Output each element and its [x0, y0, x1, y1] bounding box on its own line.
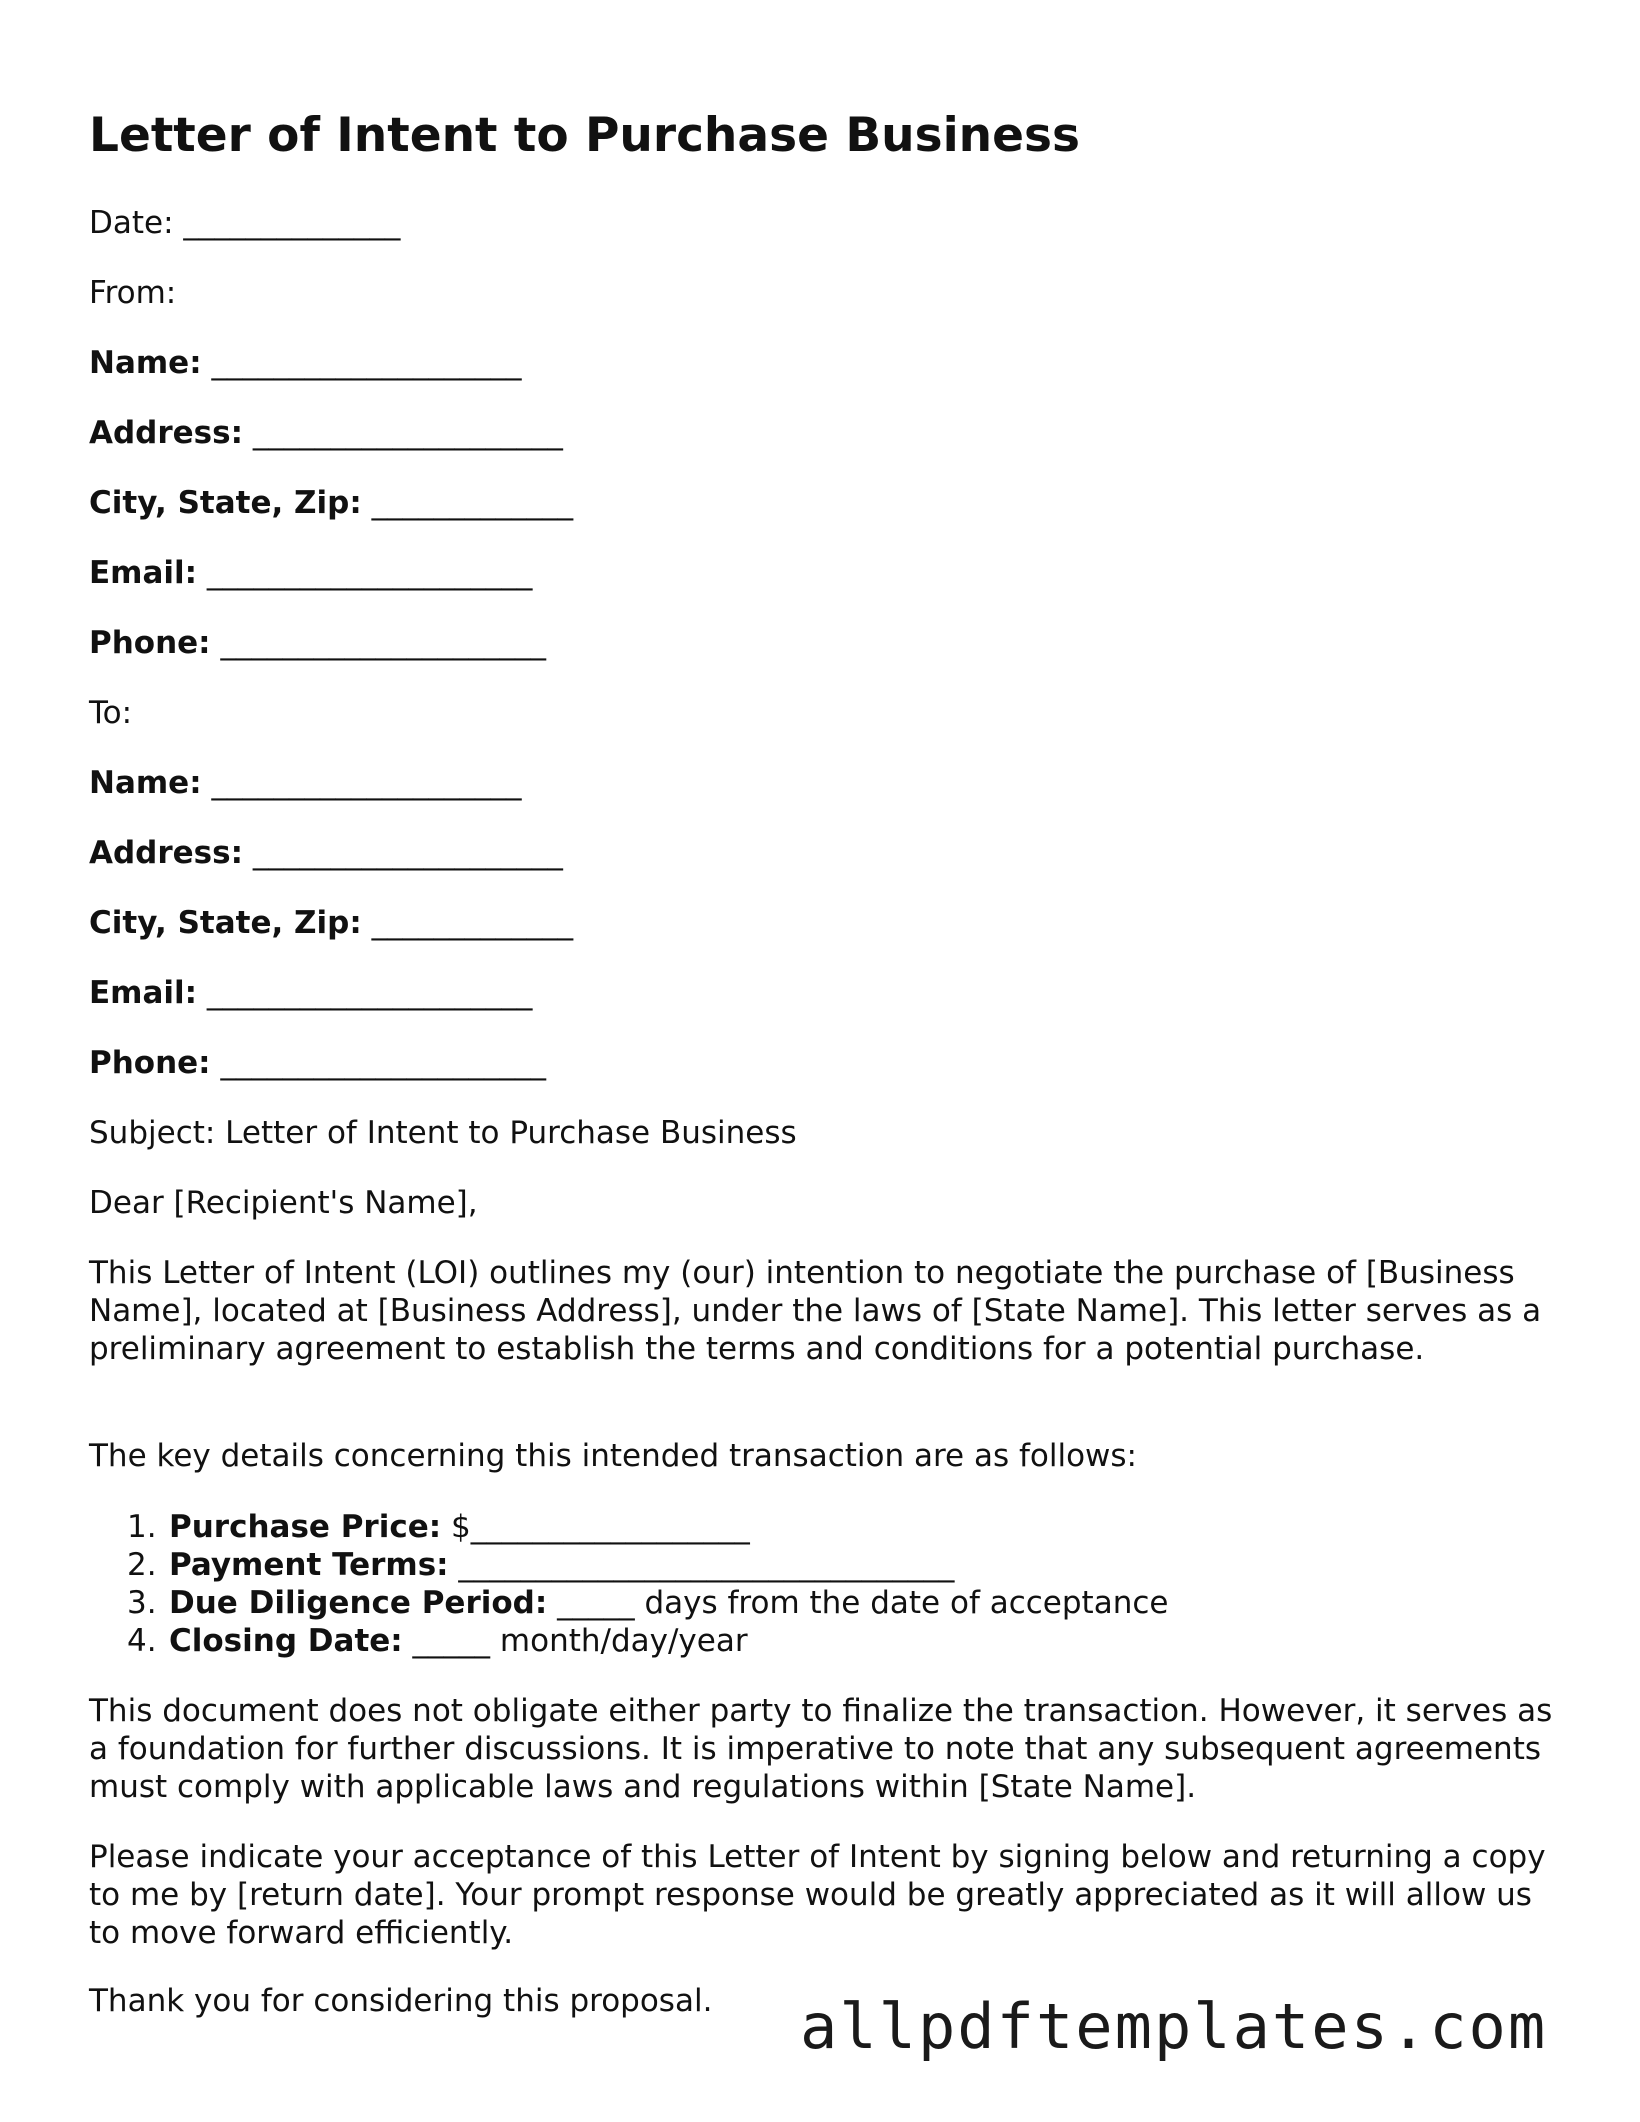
from-label: From: [89, 275, 177, 311]
to-email-label: Email: [89, 975, 198, 1011]
from-name-blank: ____________________ [211, 345, 522, 381]
to-phone-label: Phone: [89, 1045, 211, 1081]
term-label: Purchase Price: [169, 1509, 442, 1545]
list-item [127, 1546, 1168, 1584]
to-address-blank: ____________________ [252, 835, 563, 871]
to-email-field [89, 975, 532, 1012]
to-phone-field [89, 1045, 546, 1082]
from-phone-field [89, 625, 546, 662]
to-city-field [89, 905, 573, 942]
from-city-label: City, State, Zip: [89, 485, 362, 521]
from-address-label: Address: [89, 415, 243, 451]
from-address-field [89, 415, 563, 452]
term-label: Closing Date: [169, 1623, 403, 1659]
from-name-field [89, 345, 521, 382]
salutation: Dear [Recipient's Name], [89, 1185, 478, 1221]
to-city-blank: _____________ [371, 905, 574, 941]
list-item [127, 1622, 1168, 1660]
term-value: ________________________________ [448, 1547, 955, 1583]
term-number: 4. [127, 1623, 157, 1659]
details-intro: The key details concerning this intended transaction are as follows: [89, 1438, 1137, 1474]
term-value: $__________________ [441, 1509, 750, 1545]
to-label: To: [89, 695, 133, 731]
term-label: Due Diligence Period: [169, 1585, 548, 1621]
from-email-label: Email: [89, 555, 198, 591]
to-name-blank: ____________________ [211, 765, 522, 801]
to-name-label: Name: [89, 765, 202, 801]
to-city-label: City, State, Zip: [89, 905, 362, 941]
acceptance-paragraph: Please indicate your acceptance of this Letter of Intent by signing below and returning a copy to me by [return date]. Your prompt response would be greatly appreciated as it will allow us to move forward efficiently. [89, 1839, 1546, 1951]
to-address-label: Address: [89, 835, 243, 871]
from-email-field [89, 555, 532, 592]
term-value: _____ days from the date of acceptance [547, 1585, 1169, 1621]
intro-paragraph: This Letter of Intent (LOI) outlines my (our) intention to negotiate the purchase of [Business Name], located at [Business Address], under the laws of [State Name]. This letter serves as a preliminary agreement to establish the terms and conditions for a potential purchase. [89, 1255, 1542, 1367]
term-number: 1. [127, 1509, 157, 1545]
list-item [127, 1508, 1168, 1546]
closing-line: Thank you for considering this proposal. [89, 1983, 713, 2019]
from-phone-blank: _____________________ [220, 625, 546, 661]
term-number: 3. [127, 1585, 157, 1621]
term-label: Payment Terms: [169, 1547, 449, 1583]
from-phone-label: Phone: [89, 625, 211, 661]
document-title: Letter of Intent to Purchase Business [89, 108, 1080, 163]
term-number: 2. [127, 1547, 157, 1583]
from-address-blank: ____________________ [252, 415, 563, 451]
subject-line: Subject: Letter of Intent to Purchase Business [89, 1115, 797, 1151]
to-phone-blank: _____________________ [220, 1045, 546, 1081]
list-item [127, 1584, 1168, 1622]
obligation-paragraph: This document does not obligate either party to finalize the transaction. However, it serves as a foundation for further discussions. It is imperative to note that any subsequent agreements must comply with applicable laws and regulations within [State Name]. [89, 1693, 1553, 1805]
watermark-logo: allpdftemplates.com [800, 1990, 1548, 2063]
date-line: Date: ______________ [89, 205, 401, 241]
from-name-label: Name: [89, 345, 202, 381]
to-name-field [89, 765, 521, 802]
from-city-blank: _____________ [371, 485, 574, 521]
term-value: _____ month/day/year [402, 1623, 748, 1659]
to-email-blank: _____________________ [206, 975, 533, 1011]
terms-list [127, 1508, 1168, 1660]
from-email-blank: _____________________ [206, 555, 533, 591]
to-address-field [89, 835, 563, 872]
from-city-field [89, 485, 573, 522]
